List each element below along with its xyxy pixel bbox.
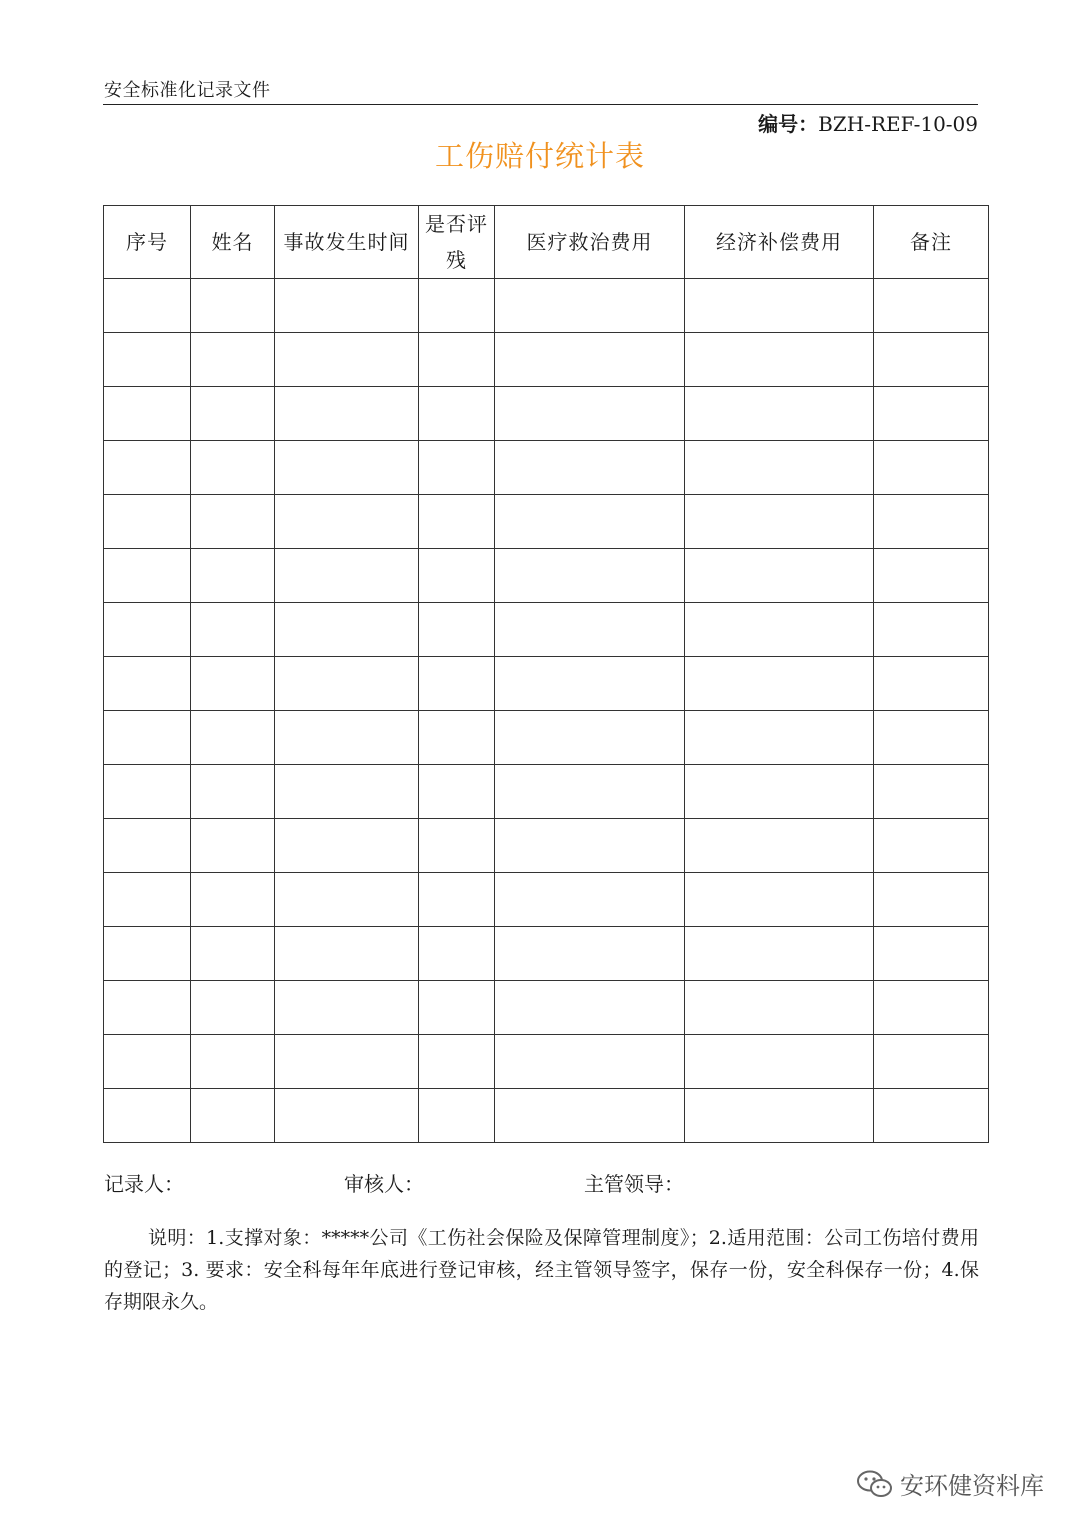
table-row	[104, 333, 989, 387]
table-cell[interactable]	[874, 657, 989, 711]
table-cell[interactable]	[104, 711, 191, 765]
table-cell[interactable]	[275, 549, 419, 603]
doc-code-label: 编号：	[758, 112, 819, 136]
table-cell[interactable]	[191, 927, 275, 981]
table-cell[interactable]	[874, 819, 989, 873]
table-cell[interactable]	[191, 819, 275, 873]
table-cell[interactable]	[685, 603, 874, 657]
table-cell[interactable]	[191, 765, 275, 819]
table-cell[interactable]	[275, 657, 419, 711]
table-cell[interactable]	[275, 603, 419, 657]
table-cell[interactable]	[495, 603, 685, 657]
table-cell[interactable]	[685, 387, 874, 441]
table-cell[interactable]	[874, 1035, 989, 1089]
table-cell[interactable]	[495, 765, 685, 819]
table-row	[104, 387, 989, 441]
table-cell[interactable]	[191, 1089, 275, 1143]
table-header-row	[104, 206, 989, 279]
table-cell[interactable]	[874, 333, 989, 387]
table-cell[interactable]	[874, 711, 989, 765]
table-row	[104, 279, 989, 333]
table-row	[104, 657, 989, 711]
table-cell[interactable]	[191, 549, 275, 603]
doc-code-value: BZH-REF-10-09	[818, 112, 978, 136]
table-cell[interactable]	[685, 819, 874, 873]
table-row	[104, 1035, 989, 1089]
table-row	[104, 495, 989, 549]
table-cell[interactable]	[275, 333, 419, 387]
table-cell[interactable]	[104, 1089, 191, 1143]
table-cell[interactable]	[191, 387, 275, 441]
table-cell[interactable]	[495, 279, 685, 333]
table-cell[interactable]	[191, 333, 275, 387]
table-cell[interactable]	[275, 765, 419, 819]
table-cell[interactable]	[685, 873, 874, 927]
table-row	[104, 765, 989, 819]
table-cell[interactable]	[419, 873, 495, 927]
table-cell[interactable]	[419, 387, 495, 441]
table-cell[interactable]	[419, 657, 495, 711]
table-cell[interactable]	[191, 657, 275, 711]
table-row	[104, 927, 989, 981]
watermark-text: 安环健资料库	[900, 1472, 1044, 1500]
column-header-index: 序号	[104, 206, 191, 279]
table-cell[interactable]	[104, 819, 191, 873]
table-cell[interactable]	[419, 549, 495, 603]
table-row	[104, 981, 989, 1035]
table-cell[interactable]	[275, 873, 419, 927]
table-cell[interactable]	[685, 495, 874, 549]
table-cell[interactable]	[685, 279, 874, 333]
table-cell[interactable]	[874, 603, 989, 657]
table-cell[interactable]	[104, 603, 191, 657]
table-cell[interactable]	[419, 603, 495, 657]
table-cell[interactable]	[191, 279, 275, 333]
table-cell[interactable]	[104, 549, 191, 603]
table-cell[interactable]	[685, 333, 874, 387]
table-cell[interactable]	[191, 495, 275, 549]
table-cell[interactable]	[419, 495, 495, 549]
table-cell[interactable]	[104, 495, 191, 549]
table-cell[interactable]	[419, 981, 495, 1035]
table-cell[interactable]	[685, 765, 874, 819]
table-cell[interactable]	[874, 387, 989, 441]
table-cell[interactable]	[191, 441, 275, 495]
table-cell[interactable]	[685, 657, 874, 711]
table-cell[interactable]	[495, 927, 685, 981]
table-cell[interactable]	[419, 441, 495, 495]
table-body	[104, 279, 989, 1143]
table-cell[interactable]	[419, 1035, 495, 1089]
table-cell[interactable]	[874, 441, 989, 495]
column-header-name: 姓名	[191, 206, 275, 279]
table-cell[interactable]	[419, 1089, 495, 1143]
table-cell[interactable]	[419, 819, 495, 873]
column-header-compensation-cost: 经济补偿费用	[685, 206, 874, 279]
table-cell[interactable]	[104, 981, 191, 1035]
table-cell[interactable]	[275, 711, 419, 765]
table-cell[interactable]	[874, 765, 989, 819]
table-cell[interactable]	[495, 1035, 685, 1089]
table-cell[interactable]	[685, 981, 874, 1035]
table-cell[interactable]	[874, 981, 989, 1035]
column-header-remarks: 备注	[874, 206, 989, 279]
table-cell[interactable]	[104, 873, 191, 927]
table-cell[interactable]	[685, 927, 874, 981]
table-cell[interactable]	[104, 927, 191, 981]
table-cell[interactable]	[874, 279, 989, 333]
table-cell[interactable]	[685, 549, 874, 603]
table-cell[interactable]	[191, 1035, 275, 1089]
table-cell[interactable]	[104, 765, 191, 819]
table-cell[interactable]	[495, 333, 685, 387]
table-row	[104, 819, 989, 873]
table-cell[interactable]	[104, 333, 191, 387]
table-cell[interactable]	[275, 441, 419, 495]
table-row	[104, 441, 989, 495]
table-cell[interactable]	[191, 873, 275, 927]
table-cell[interactable]	[104, 279, 191, 333]
table-cell[interactable]	[495, 1089, 685, 1143]
table-cell[interactable]	[275, 819, 419, 873]
table-cell[interactable]	[685, 441, 874, 495]
table-cell[interactable]	[275, 981, 419, 1035]
table-cell[interactable]	[495, 657, 685, 711]
table-cell[interactable]	[275, 1089, 419, 1143]
table-cell[interactable]	[191, 711, 275, 765]
table-cell[interactable]	[275, 1035, 419, 1089]
table-cell[interactable]	[419, 711, 495, 765]
compensation-table	[103, 205, 989, 1143]
table-cell[interactable]	[275, 279, 419, 333]
table-cell[interactable]	[495, 981, 685, 1035]
table-cell[interactable]	[419, 333, 495, 387]
table-cell[interactable]	[275, 387, 419, 441]
table-cell[interactable]	[495, 387, 685, 441]
table-cell[interactable]	[275, 495, 419, 549]
table-cell[interactable]	[191, 981, 275, 1035]
table-cell[interactable]	[495, 819, 685, 873]
table-cell[interactable]	[275, 927, 419, 981]
doc-code	[758, 108, 978, 137]
table-cell[interactable]	[685, 1035, 874, 1089]
table-cell[interactable]	[104, 387, 191, 441]
table-cell[interactable]	[104, 441, 191, 495]
table-row	[104, 549, 989, 603]
column-header-accident-time: 事故发生时间	[275, 206, 419, 279]
table-cell[interactable]	[874, 927, 989, 981]
table-cell[interactable]	[874, 1089, 989, 1143]
table-cell[interactable]	[191, 603, 275, 657]
table-cell[interactable]	[419, 927, 495, 981]
table-cell[interactable]	[874, 549, 989, 603]
table-cell[interactable]	[874, 495, 989, 549]
table-cell[interactable]	[104, 657, 191, 711]
table-cell[interactable]	[495, 495, 685, 549]
table-cell[interactable]	[874, 873, 989, 927]
table-cell[interactable]	[104, 1035, 191, 1089]
table-cell[interactable]	[495, 873, 685, 927]
table-cell[interactable]	[495, 549, 685, 603]
table-row	[104, 1089, 989, 1143]
recorder-label: 记录人：	[104, 1172, 184, 1196]
reviewer-label: 审核人：	[344, 1172, 424, 1196]
column-header-disability-assessed: 是否评残	[419, 206, 495, 279]
table-cell[interactable]	[419, 279, 495, 333]
table-row	[104, 873, 989, 927]
table-cell[interactable]	[495, 441, 685, 495]
table-row	[104, 711, 989, 765]
watermark	[856, 1466, 1044, 1501]
table-cell[interactable]	[495, 711, 685, 765]
table-cell[interactable]	[419, 765, 495, 819]
page-title: 工伤赔付统计表	[434, 139, 645, 173]
doc-category: 安全标准化记录文件	[104, 80, 271, 101]
table-cell[interactable]	[685, 711, 874, 765]
supervisor-label: 主管领导：	[584, 1172, 684, 1196]
table-cell[interactable]	[685, 1089, 874, 1143]
wechat-icon	[856, 1469, 894, 1499]
column-header-medical-cost: 医疗救治费用	[495, 206, 685, 279]
header-divider	[103, 104, 978, 105]
table-row	[104, 603, 989, 657]
notes-paragraph: 说明：1.支撑对象：*****公司《工伤社会保险及保障管理制度》；2.适用范围：公司工伤培付费用的登记；3. 要求：安全科每年年底进行登记审核，经主管领导签字，保存一份，安全科保存一份；4.保存期限永久。	[104, 1227, 979, 1313]
